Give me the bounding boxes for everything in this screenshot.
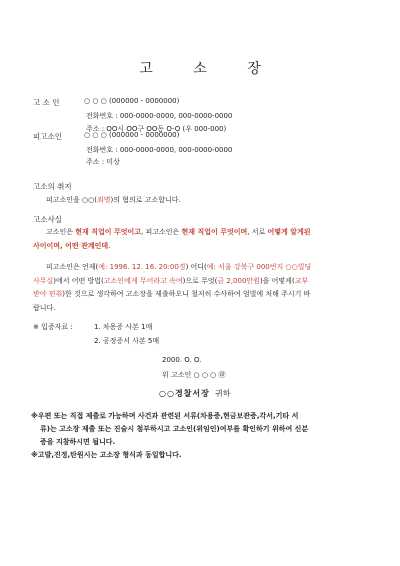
- facts-heading: 고소사실: [33, 215, 62, 224]
- facts-paragraph-2: 피고소인은 언제(예: 1996. 12. 16. 20:00경) 어디(예: 서울 강북구 000번지 ○○빌딩 사무실)에서 어떤 방법(고소인에게 무어라고 속여)으로 무엇(금 2,000만원)을 어떻게(교부 받아 편취)한 것으로 생각하여 고소장을 제출하오니 철저히 수사하여 엄벌에 처해 주시기 바 랍니다.: [33, 263, 312, 312]
- purpose-heading: 고소의 취지: [33, 182, 72, 191]
- defendant-label: 피고소인: [33, 132, 62, 141]
- evidence-item-2: 2. 공정증서 사본 5매: [94, 337, 160, 345]
- facts-paragraph-1: 고소인은 현재 직업이 무엇이고, 피고소인은 현재 직업이 무엇이며, 서로 어떻게 알게된 사이이며, 어떤 관계인데.: [33, 228, 311, 250]
- note-format: ※고발,진정,탄원시는 고소장 형식과 동일합니다.: [31, 451, 182, 459]
- complainant-name: ○ ○ ○ (000000 - 0000000): [84, 97, 180, 105]
- date-line: 2000. O. O.: [162, 356, 202, 364]
- defendant-address: 주소 : 미상: [86, 158, 120, 166]
- complainant-label: 고 소 인: [33, 98, 60, 107]
- defendant-phone: 전화번호 : 000-0000-0000, 000-0000-0000: [86, 146, 233, 154]
- recipient-line: ○○경찰서장 귀하: [159, 389, 231, 398]
- complainant-address: 주소 : OO시 OO구 OO동 O-O (우 000-000): [86, 125, 227, 133]
- signature-line: 위 고소인 ○ ○ ○ ㊞: [162, 371, 226, 379]
- evidence-label: ※ 입증자료 :: [33, 323, 73, 331]
- purpose-text: 피고소인을 ○○(죄명)의 혐의로 고소합니다.: [46, 196, 181, 204]
- evidence-item-1: 1. 차용증 사본 1매: [94, 323, 153, 331]
- document-title: 고 소 장: [139, 61, 279, 77]
- complainant-phone: 전화번호 : 000-0000-0000, 000-0000-0000: [86, 112, 233, 120]
- note-submission: ※우편 또는 직접 제출로 가능하며 사건과 관련된 서류(차용증,현금보관증,각서,기타 서 류)는 고소장 제출 또는 진술시 첨부하시고 고소인(위임인)여부를 확인하기 위하여 신분 증을 지참하시면 됩니다.: [31, 412, 309, 446]
- defendant-name: ○ ○ ○ (000000 - 0000000): [84, 131, 180, 139]
